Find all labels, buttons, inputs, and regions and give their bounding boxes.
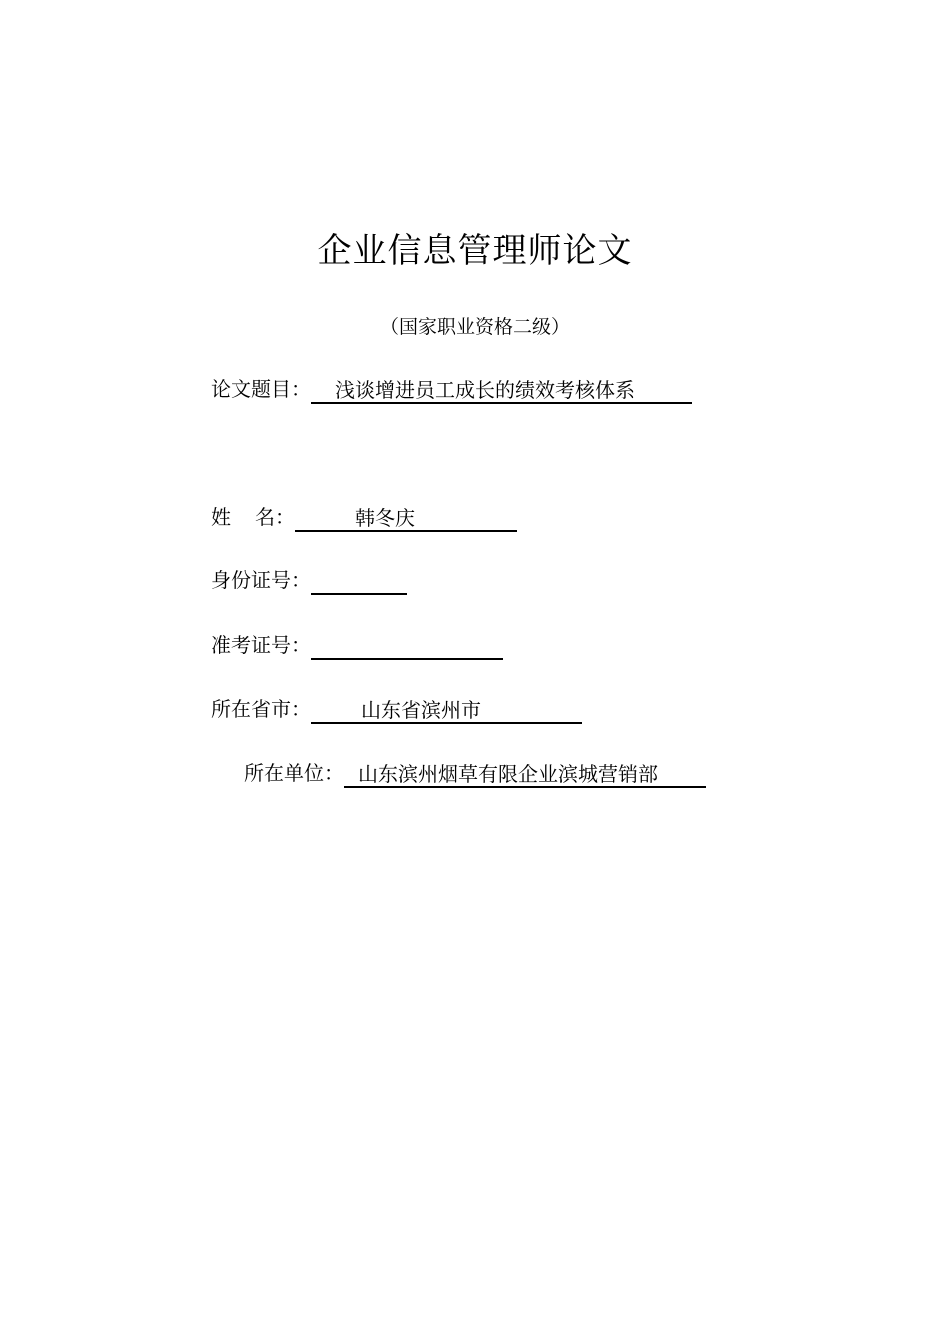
- exam-number-row: [211, 630, 503, 660]
- city-row: [211, 694, 582, 724]
- organization-row: [244, 758, 706, 788]
- organization-label: 所在单位：: [244, 761, 344, 785]
- name-row: [211, 502, 517, 532]
- exam-number-label: 准考证号：: [211, 633, 311, 657]
- city-field[interactable]: [311, 697, 582, 724]
- name-label: 姓 名：: [211, 505, 295, 529]
- topic-field[interactable]: [311, 377, 692, 404]
- document-subtitle: （国家职业资格二级）: [379, 316, 570, 338]
- topic-value: 浅谈增进员工成长的绩效考核体系: [335, 378, 635, 402]
- organization-value: 山东滨州烟草有限企业滨城营销部: [358, 762, 658, 786]
- topic-label: 论文题目：: [211, 377, 311, 401]
- organization-field[interactable]: [344, 761, 706, 788]
- id-number-field[interactable]: [311, 568, 407, 595]
- id-number-row: [211, 565, 407, 595]
- exam-number-field[interactable]: [311, 633, 503, 660]
- city-label: 所在省市：: [211, 697, 311, 721]
- name-value: 韩冬庆: [355, 506, 415, 530]
- name-field[interactable]: [295, 505, 517, 532]
- city-value: 山东省滨州市: [361, 698, 481, 722]
- topic-row: [211, 374, 692, 404]
- document-title: 企业信息管理师论文: [317, 231, 633, 271]
- id-number-label: 身份证号：: [211, 568, 311, 592]
